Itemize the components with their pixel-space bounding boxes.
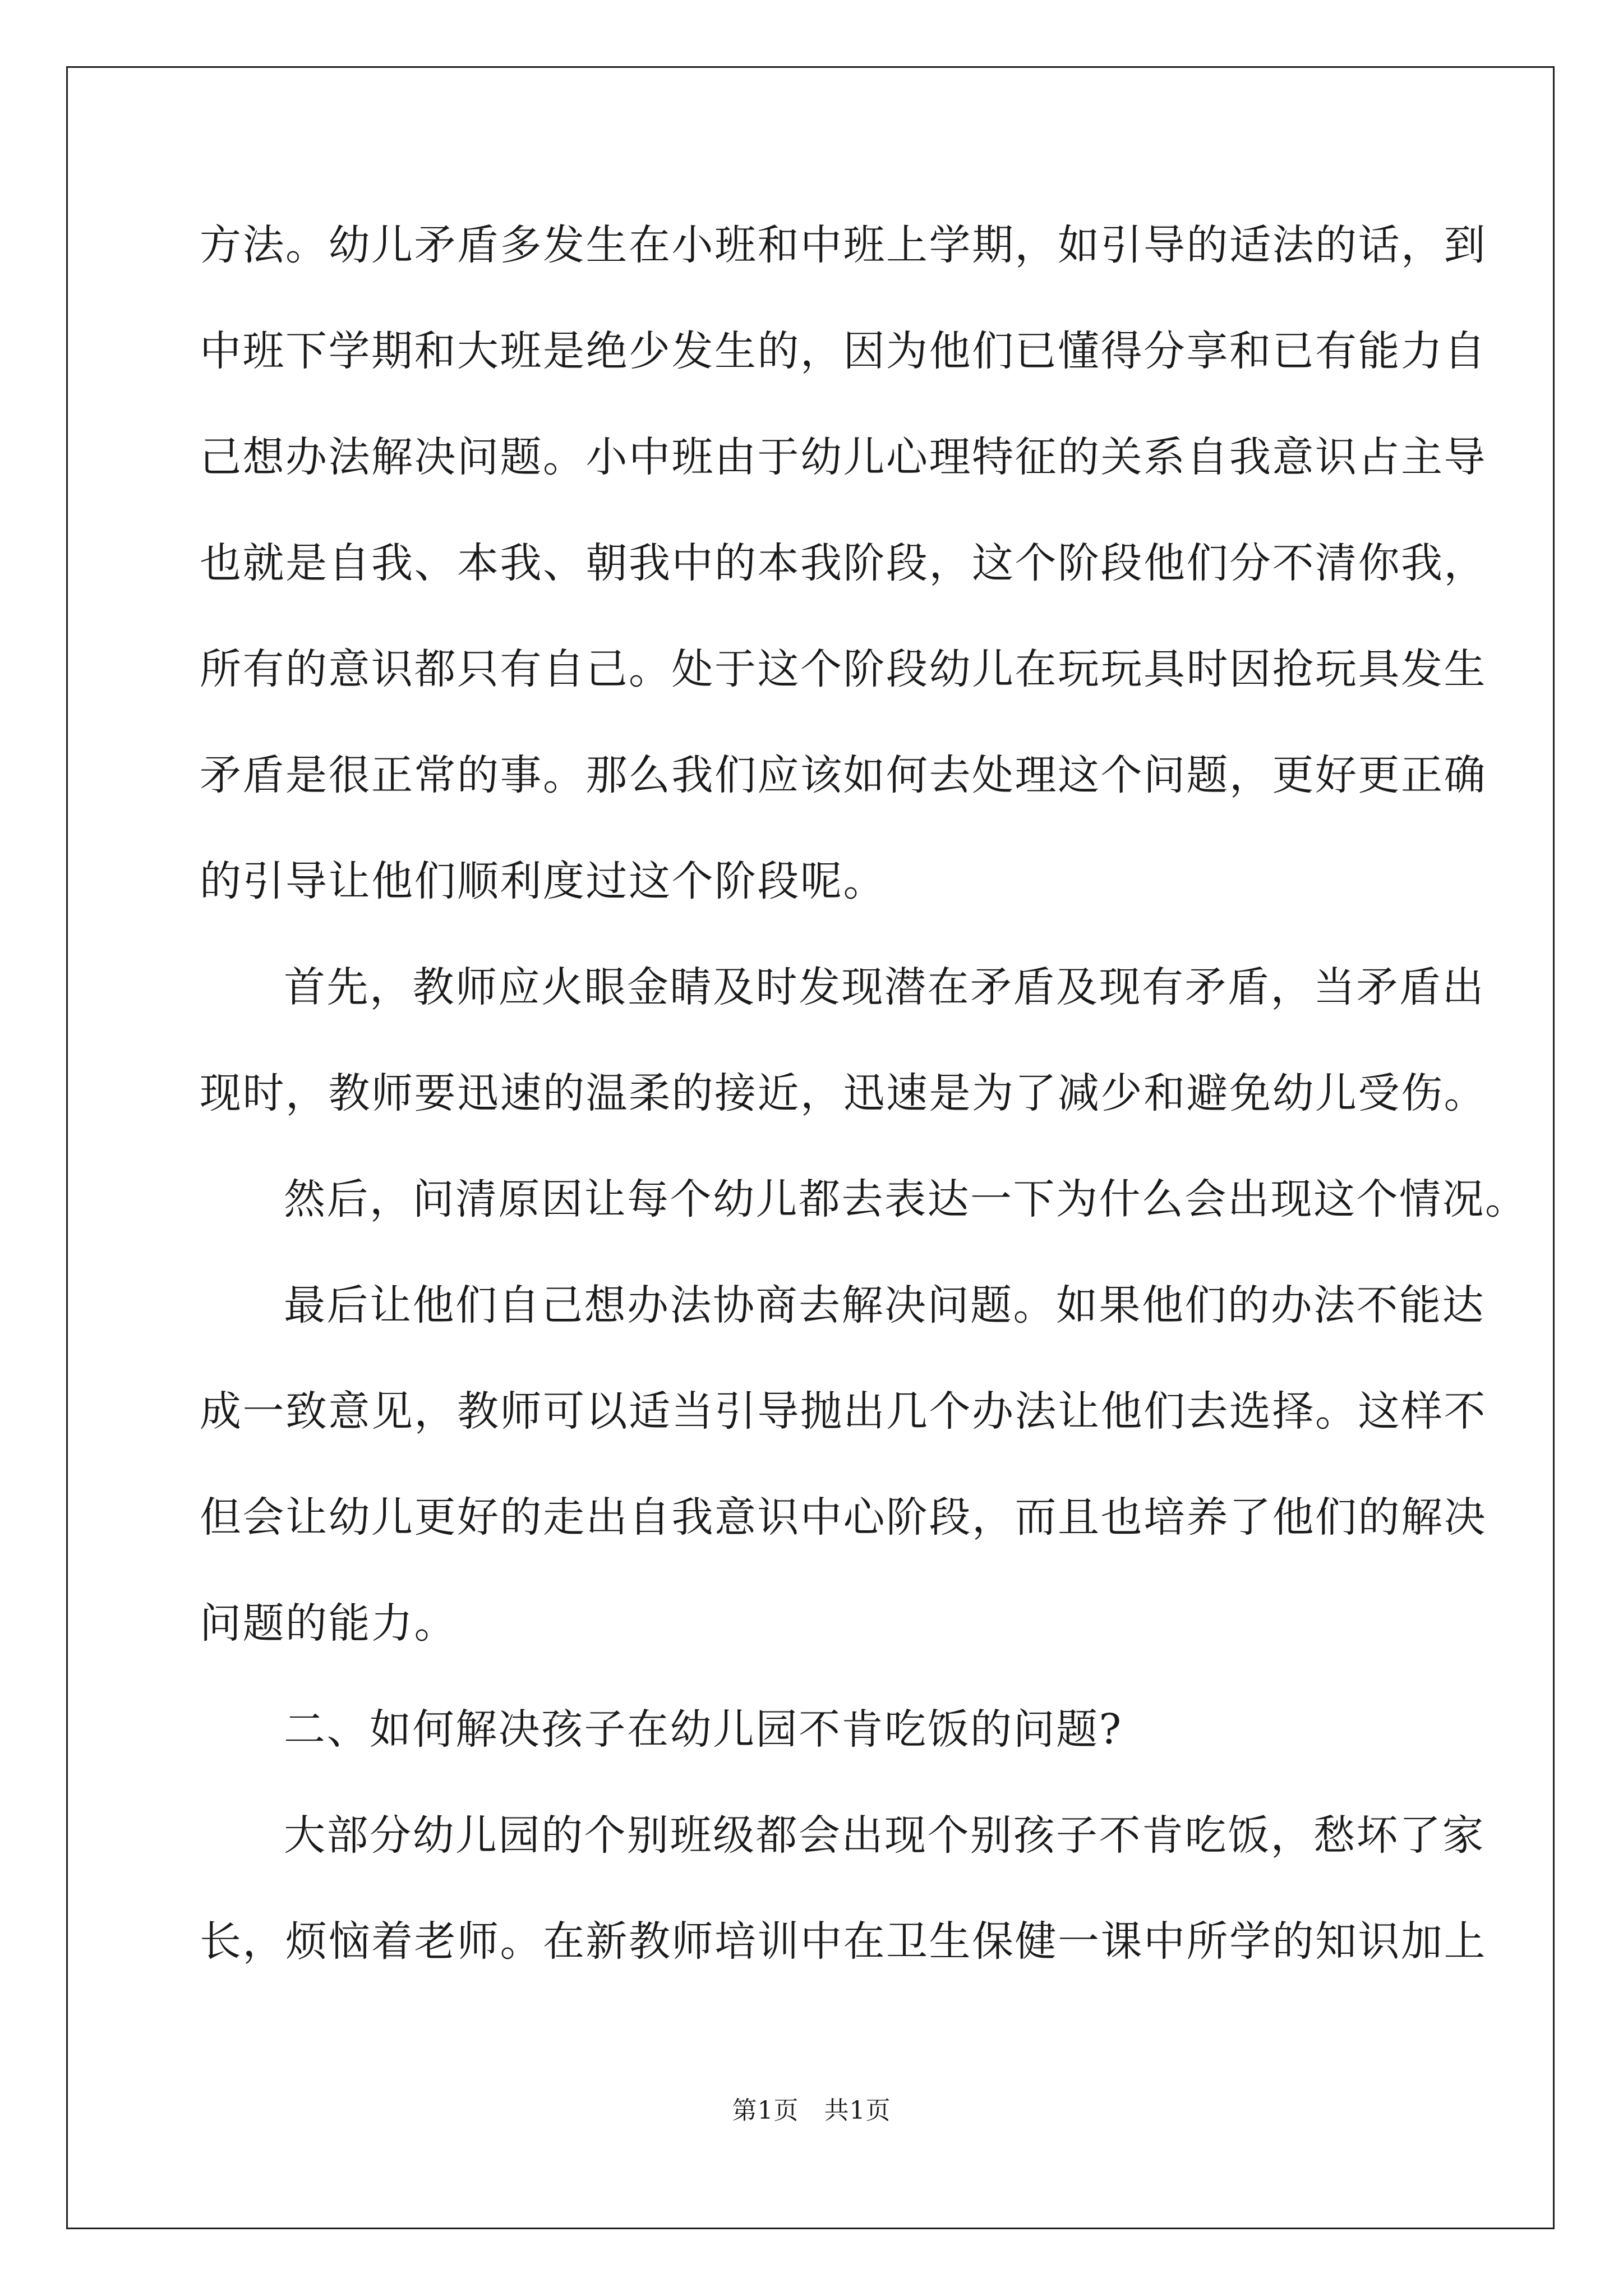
document-body (200, 220, 1528, 2022)
text-line: 矛盾是很正常的事。那么我们应该如何去处理这个问题，更好更正确 (200, 751, 1487, 799)
text-line: 现时，教师要迅速的温柔的接近，迅速是为了减少和避免幼儿受伤。 (200, 1069, 1487, 1117)
text-line: 问题的能力。 (200, 1599, 457, 1648)
text-line: 大部分幼儿园的个别班级都会出现个别孩子不肯吃饭，愁坏了家 (284, 1811, 1485, 1860)
text-line: 的引导让他们顺利度过这个阶段呢。 (200, 857, 886, 905)
text-line: 中班下学期和大班是绝少发生的，因为他们已懂得分享和已有能力自 (200, 327, 1487, 375)
text-line: 然后，问清原因让每个幼儿都去表达一下为什么会出现这个情况。 (284, 1175, 1528, 1223)
text-line: 方法。幼儿矛盾多发生在小班和中班上学期，如引导的适法的话，到 (200, 221, 1487, 269)
text-line: 己想办法解决问题。小中班由于幼儿心理特征的关系自我意识占主导 (200, 433, 1487, 481)
text-line: 最后让他们自己想办法协商去解决问题。如果他们的办法不能达 (284, 1281, 1485, 1329)
text-line: 成一致意见，教师可以适当引导抛出几个办法让他们去选择。这样不 (200, 1387, 1487, 1435)
text-line: 首先，教师应火眼金睛及时发现潜在矛盾及现有矛盾，当矛盾出 (284, 963, 1485, 1011)
page-footer: 第1页 共1页 (732, 2096, 891, 2125)
text-line: 所有的意识都只有自己。处于这个阶段幼儿在玩玩具时因抢玩具发生 (200, 645, 1487, 693)
text-line: 也就是自我、本我、朝我中的本我阶段，这个阶段他们分不清你我， (200, 539, 1487, 587)
text-line: 长，烦恼着老师。在新教师培训中在卫生保健一课中所学的知识加上 (200, 1917, 1487, 1966)
text-line: 但会让幼儿更好的走出自我意识中心阶段，而且也培养了他们的解决 (200, 1493, 1487, 1542)
text-line: 二、如何解决孩子在幼儿园不肯吃饭的问题? (284, 1705, 1123, 1754)
